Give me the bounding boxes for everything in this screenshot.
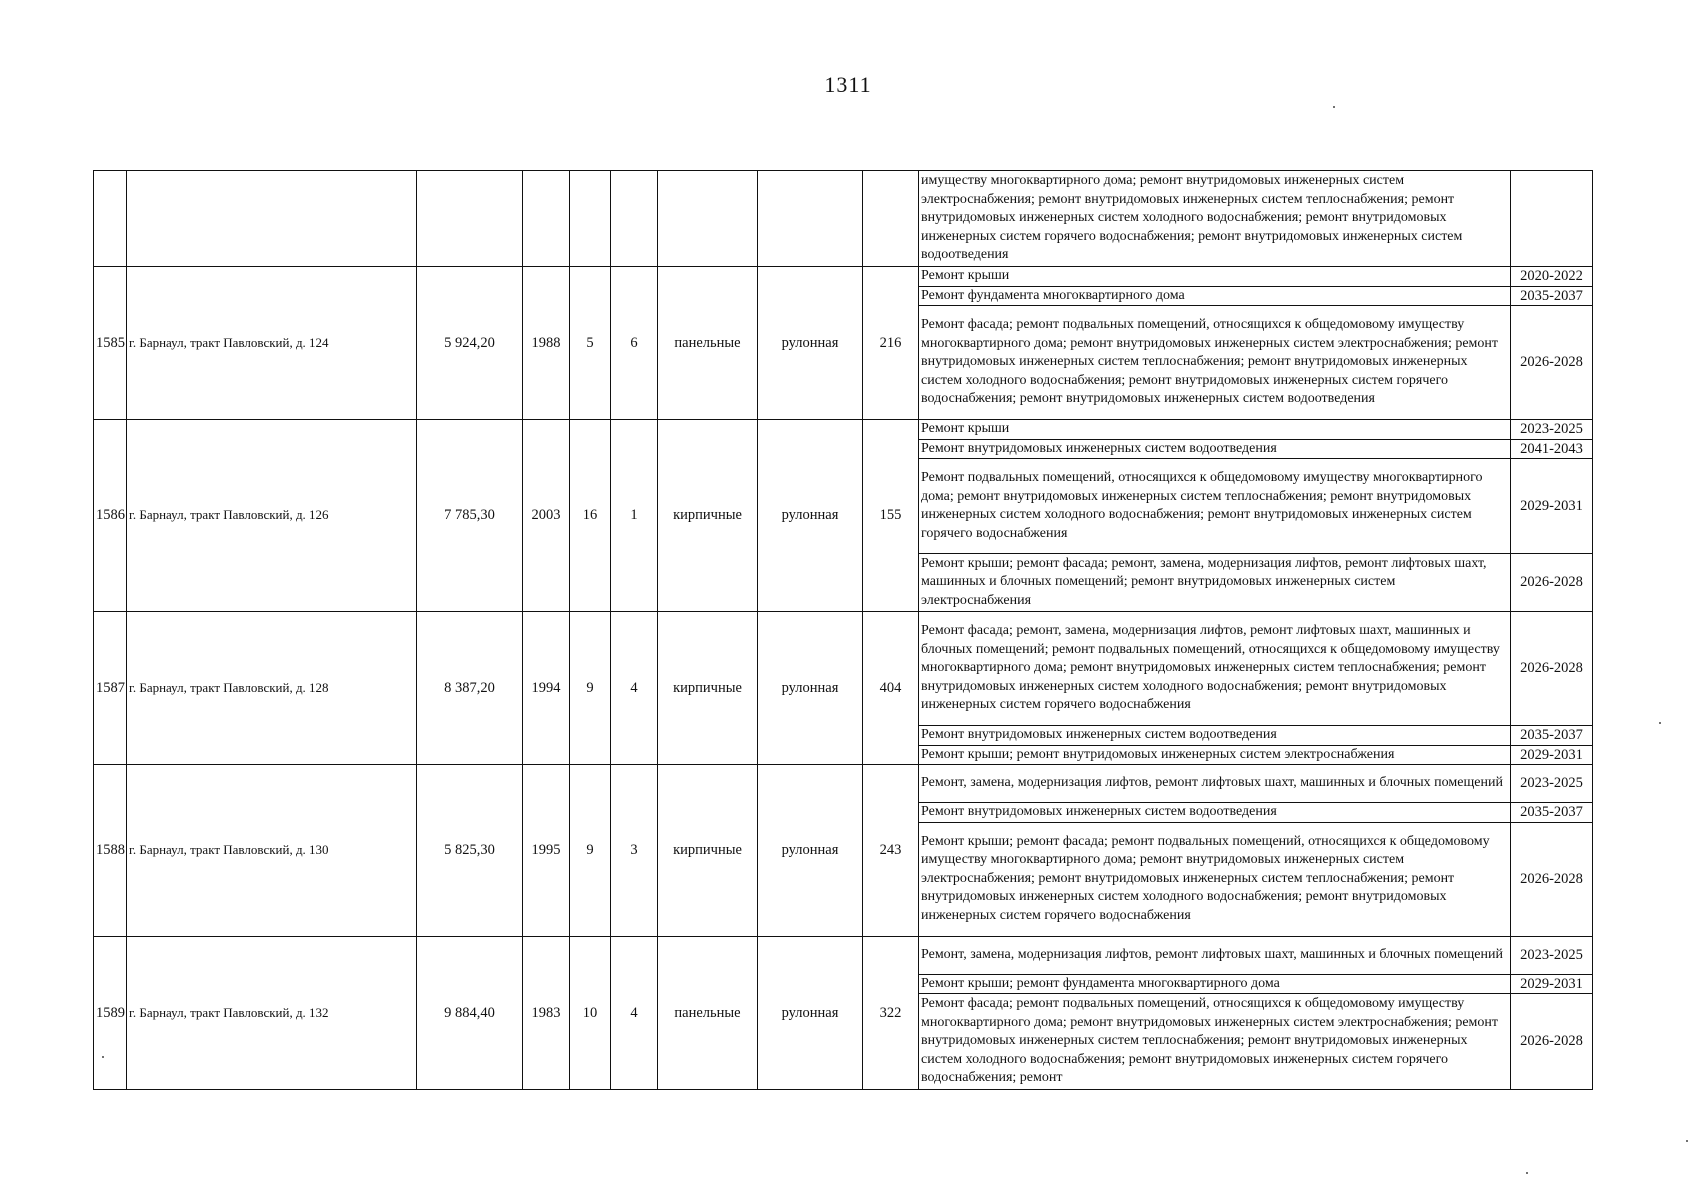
row-number: 1586 xyxy=(94,420,127,612)
table-row xyxy=(94,765,1593,803)
total-area: 8 387,20 xyxy=(417,612,523,765)
floors: 9 xyxy=(570,612,611,765)
work-description: Ремонт крыши xyxy=(919,420,1511,440)
roof-type: рулонная xyxy=(758,936,863,1090)
work-years: 2026-2028 xyxy=(1511,306,1593,420)
row-number: 1587 xyxy=(94,612,127,765)
work-description: Ремонт крыши; ремонт фасада; ремонт, замена, модернизация лифтов, ремонт лифтовых шахт, машинных и блочных помещений; ремонт внутридомовых инженерных систем электроснабжения xyxy=(919,554,1511,612)
work-years: 2026-2028 xyxy=(1511,554,1593,612)
work-years: 2026-2028 xyxy=(1511,822,1593,936)
table-row xyxy=(94,612,1593,726)
cell-empty xyxy=(863,171,919,267)
cell-empty xyxy=(611,171,658,267)
entrances: 6 xyxy=(611,267,658,420)
table-row xyxy=(94,420,1593,440)
entrances: 4 xyxy=(611,612,658,765)
construction-year: 1988 xyxy=(523,267,570,420)
work-years: 2035-2037 xyxy=(1511,803,1593,823)
cell-empty xyxy=(570,171,611,267)
work-description: имуществу многоквартирного дома; ремонт внутридомовых инженерных систем электроснабжения; ремонт внутридомовых инженерных систем теплоснабжения; ремонт внутридомовых инженерных систем холодного водоснабжения; ремонт внутридомовых инженерных систем горячего водоснабжения; ремонт внутридомовых инженерных систем водоотведения xyxy=(919,171,1511,267)
work-description: Ремонт подвальных помещений, относящихся к общедомовому имуществу многоквартирного дома; ремонт внутридомовых инженерных систем теплоснабжения; ремонт внутридомовых инженерных систем холодного водоснабжения; ремонт внутридомовых инженерных систем горячего водоснабжения xyxy=(919,459,1511,554)
cell-empty xyxy=(658,171,758,267)
floors: 16 xyxy=(570,420,611,612)
residents: 404 xyxy=(863,612,919,765)
housing-repair-table xyxy=(93,170,1593,1090)
residents: 243 xyxy=(863,765,919,937)
address: г. Барнаул, тракт Павловский, д. 128 xyxy=(127,612,417,765)
address: г. Барнаул, тракт Павловский, д. 124 xyxy=(127,267,417,420)
residents: 155 xyxy=(863,420,919,612)
entrances: 3 xyxy=(611,765,658,937)
work-years: 2029-2031 xyxy=(1511,974,1593,994)
work-description: Ремонт внутридомовых инженерных систем водоотведения xyxy=(919,726,1511,746)
work-years: 2020-2022 xyxy=(1511,267,1593,287)
wall-material: кирпичные xyxy=(658,612,758,765)
work-years: 2035-2037 xyxy=(1511,286,1593,306)
continuation-row xyxy=(94,171,1593,267)
roof-type: рулонная xyxy=(758,267,863,420)
table-row xyxy=(94,936,1593,974)
work-years: 2026-2028 xyxy=(1511,612,1593,726)
work-description: Ремонт крыши; ремонт внутридомовых инженерных систем электроснабжения xyxy=(919,745,1511,765)
total-area: 5 924,20 xyxy=(417,267,523,420)
row-number: 1589 xyxy=(94,936,127,1090)
address: г. Барнаул, тракт Павловский, д. 126 xyxy=(127,420,417,612)
cell-empty xyxy=(523,171,570,267)
wall-material: кирпичные xyxy=(658,420,758,612)
roof-type: рулонная xyxy=(758,420,863,612)
work-description: Ремонт, замена, модернизация лифтов, ремонт лифтовых шахт, машинных и блочных помещений xyxy=(919,936,1511,974)
row-number: 1585 xyxy=(94,267,127,420)
address: г. Барнаул, тракт Павловский, д. 130 xyxy=(127,765,417,937)
address: г. Барнаул, тракт Павловский, д. 132 xyxy=(127,936,417,1090)
roof-type: рулонная xyxy=(758,765,863,937)
wall-material: панельные xyxy=(658,267,758,420)
work-years xyxy=(1511,171,1593,267)
roof-type: рулонная xyxy=(758,612,863,765)
wall-material: кирпичные xyxy=(658,765,758,937)
work-description: Ремонт фасада; ремонт, замена, модернизация лифтов, ремонт лифтовых шахт, машинных и блочных помещений; ремонт подвальных помещений, относящихся к общедомовому имуществу многоквартирного дома; ремонт внутридомовых инженерных систем теплоснабжения; ремонт внутридомовых инженерных систем холодного водоснабжения; ремонт внутридомовых инженерных систем горячего водоснабжения xyxy=(919,612,1511,726)
work-description: Ремонт крыши xyxy=(919,267,1511,287)
entrances: 4 xyxy=(611,936,658,1090)
scan-speck xyxy=(1526,1172,1528,1174)
work-years: 2023-2025 xyxy=(1511,765,1593,803)
cell-empty xyxy=(127,171,417,267)
page-number: 1311 xyxy=(824,72,872,97)
work-description: Ремонт крыши; ремонт фундамента многоквартирного дома xyxy=(919,974,1511,994)
total-area: 7 785,30 xyxy=(417,420,523,612)
floors: 5 xyxy=(570,267,611,420)
scan-speck xyxy=(1659,722,1661,724)
residents: 216 xyxy=(863,267,919,420)
entrances: 1 xyxy=(611,420,658,612)
work-years: 2035-2037 xyxy=(1511,726,1593,746)
work-description: Ремонт крыши; ремонт фасада; ремонт подвальных помещений, относящихся к общедомовому имуществу многоквартирного дома; ремонт внутридомовых инженерных систем электроснабжения; ремонт внутридомовых инженерных систем теплоснабжения; ремонт внутридомовых инженерных систем холодного водоснабжения; ремонт внутридомовых инженерных систем горячего водоснабжения xyxy=(919,822,1511,936)
scan-speck xyxy=(1686,1140,1688,1142)
table-row xyxy=(94,267,1593,287)
work-description: Ремонт фундамента многоквартирного дома xyxy=(919,286,1511,306)
cell-empty xyxy=(417,171,523,267)
work-years: 2041-2043 xyxy=(1511,439,1593,459)
work-years: 2029-2031 xyxy=(1511,459,1593,554)
total-area: 5 825,30 xyxy=(417,765,523,937)
work-years: 2023-2025 xyxy=(1511,936,1593,974)
floors: 9 xyxy=(570,765,611,937)
construction-year: 1995 xyxy=(523,765,570,937)
work-description: Ремонт, замена, модернизация лифтов, ремонт лифтовых шахт, машинных и блочных помещений xyxy=(919,765,1511,803)
cell-empty xyxy=(94,171,127,267)
floors: 10 xyxy=(570,936,611,1090)
scan-speck xyxy=(1333,106,1335,108)
work-years: 2026-2028 xyxy=(1511,994,1593,1090)
work-description: Ремонт внутридомовых инженерных систем водоотведения xyxy=(919,803,1511,823)
work-description: Ремонт внутридомовых инженерных систем водоотведения xyxy=(919,439,1511,459)
work-description: Ремонт фасада; ремонт подвальных помещений, относящихся к общедомовому имуществу многоквартирного дома; ремонт внутридомовых инженерных систем электроснабжения; ремонт внутридомовых инженерных систем теплоснабжения; ремонт внутридомовых инженерных систем холодного водоснабжения; ремонт внутридомовых инженерных систем горячего водоснабжения; ремонт внутридомовых инженерных систем водоотведения xyxy=(919,306,1511,420)
cell-empty xyxy=(758,171,863,267)
construction-year: 2003 xyxy=(523,420,570,612)
residents: 322 xyxy=(863,936,919,1090)
wall-material: панельные xyxy=(658,936,758,1090)
work-description: Ремонт фасада; ремонт подвальных помещений, относящихся к общедомовому имуществу многоквартирного дома; ремонт внутридомовых инженерных систем электроснабжения; ремонт внутридомовых инженерных систем теплоснабжения; ремонт внутридомовых инженерных систем холодного водоснабжения; ремонт внутридомовых инженерных систем горячего водоснабжения; ремонт xyxy=(919,994,1511,1090)
construction-year: 1994 xyxy=(523,612,570,765)
total-area: 9 884,40 xyxy=(417,936,523,1090)
row-number: 1588 xyxy=(94,765,127,937)
work-years: 2023-2025 xyxy=(1511,420,1593,440)
construction-year: 1983 xyxy=(523,936,570,1090)
work-years: 2029-2031 xyxy=(1511,745,1593,765)
